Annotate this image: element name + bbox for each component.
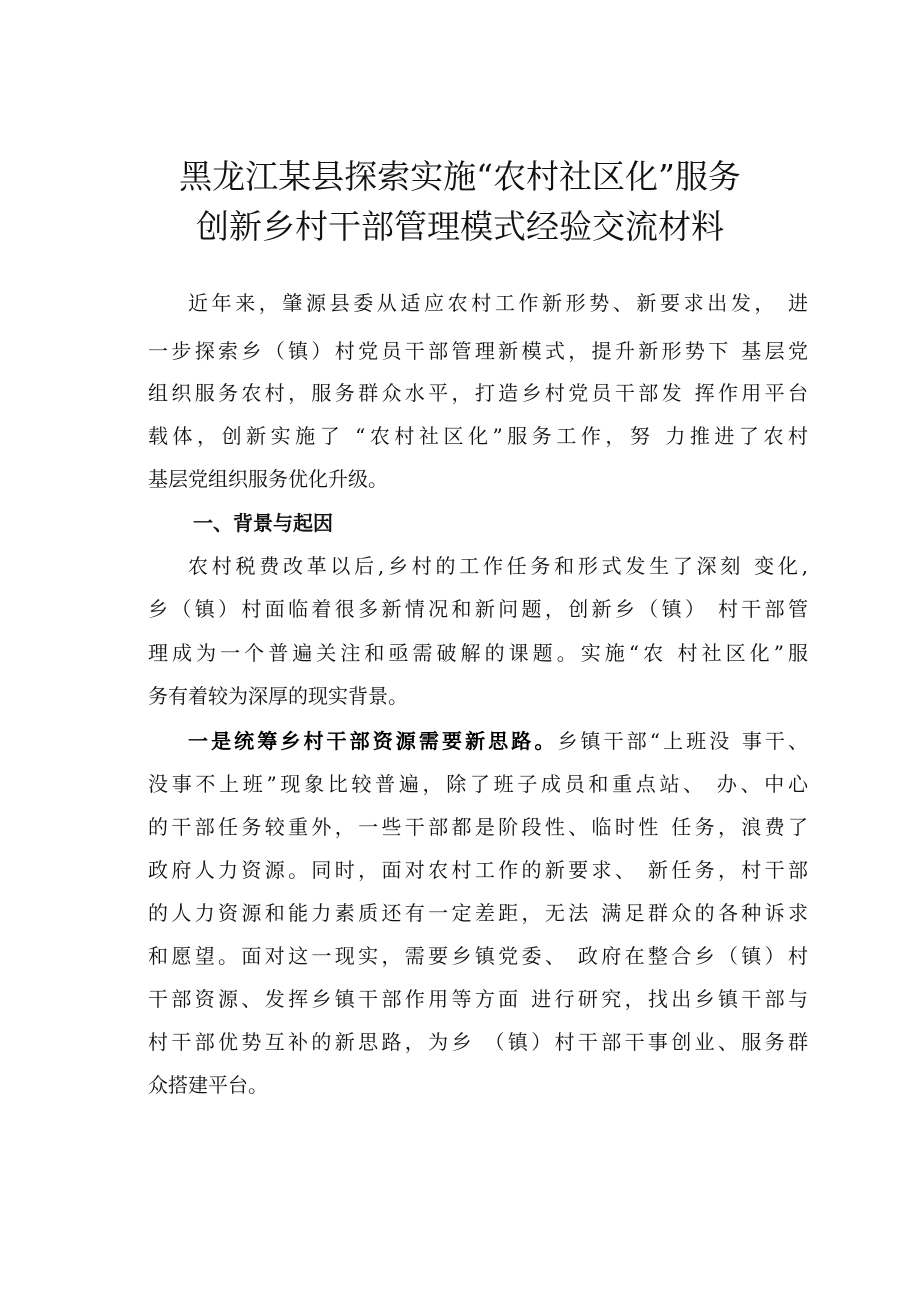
document-title-line-1: 黑龙江某县探索实施“农村社区化”服务	[179, 157, 741, 196]
point1-line-5: 的人力资源和能力素质还有一定差距，无法 满足群众的各种诉求	[148, 901, 808, 925]
section1-line-4: 务有着较为深厚的现实背景。	[148, 684, 408, 708]
intro-line-1: 近年来，肇源县委从适应农村工作新形势、新要求出发， 进	[188, 291, 808, 315]
point1-line-2: 没事不上班”现象比较普遍，除了班子成员和重点站、 办、中心	[148, 772, 808, 796]
intro-line-4: 载体，创新实施了 “农村社区化”服务工作，努 力推进了农村	[148, 424, 808, 448]
point1-line-1	[148, 720, 808, 763]
point1-line-3: 的干部任务较重外，一些干部都是阶段性、临时性 任务，浪费了	[148, 815, 808, 839]
intro-line-3: 组织服务农村，服务群众水平，打造乡村党员干部发 挥作用平台	[148, 381, 808, 405]
point1-line-4: 政府人力资源。同时，面对农村工作的新要求、 新任务，村干部	[148, 858, 808, 882]
intro-line-5: 基层党组织服务优化升级。	[148, 467, 388, 491]
point1-line-7: 干部资源、发挥乡镇干部作用等方面 进行研究，找出乡镇干部与	[148, 987, 808, 1011]
point1-line-9: 众搭建平台。	[148, 1073, 268, 1097]
document-title-line-2: 创新乡村干部管理模式经验交流材料	[196, 207, 724, 246]
section1-line-2: 乡（镇）村面临着很多新情况和新问题，创新乡（镇） 村干部管	[148, 597, 808, 621]
point1-first-rest: 乡镇干部“上班没 事干、	[557, 729, 808, 753]
section1-line-1: 农村税费改革以后,乡村的工作任务和形式发生了深刻 变化,	[188, 554, 808, 578]
section-heading-background: 一、背景与起因	[193, 511, 333, 535]
point1-line-8: 村干部优势互补的新思路，为乡 （镇）村干部干事创业、服务群	[148, 1030, 808, 1054]
intro-line-2: 一步探索乡（镇）村党员干部管理新模式，提升新形势下 基层党	[148, 339, 808, 363]
point1-lead: 一是统筹乡村干部资源需要新思路。	[188, 729, 558, 753]
point1-line-6: 和愿望。面对这一现实，需要乡镇党委、 政府在整合乡（镇）村	[148, 944, 808, 968]
section1-line-3: 理成为一个普遍关注和亟需破解的课题。实施“农 村社区化”服	[148, 641, 808, 665]
